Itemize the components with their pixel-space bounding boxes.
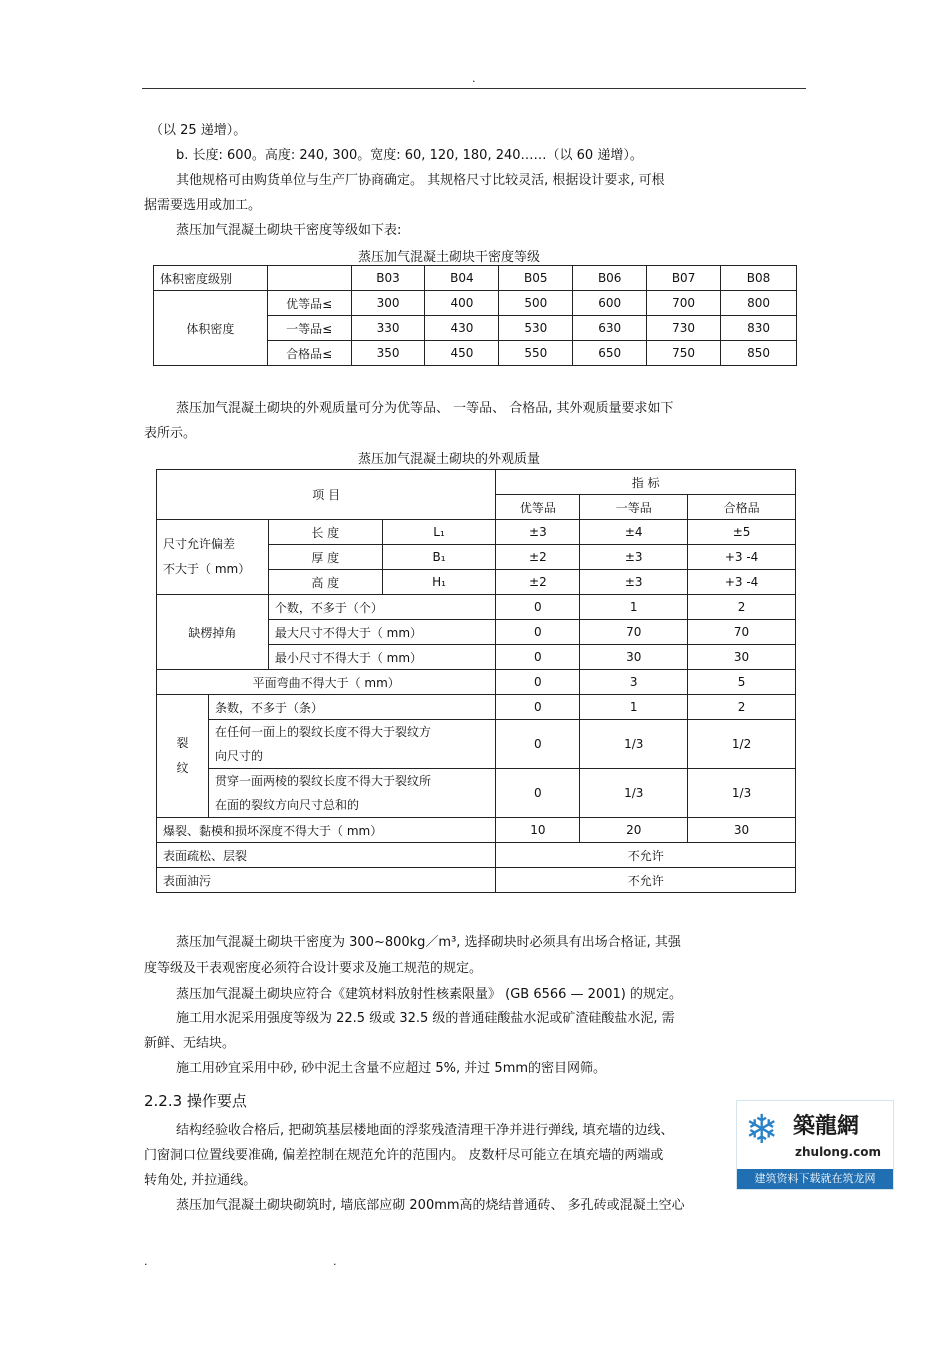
table1-group-label: 体积密度 [154, 291, 268, 366]
table1-grade: B08 [721, 266, 797, 291]
paragraph-9: 度等级及干表观密度必须符合设计要求及施工规范的规定。 [144, 961, 483, 976]
table2-cell: 1/3 [688, 769, 796, 818]
table2-cell: ±4 [580, 520, 688, 545]
crack-row-name [208, 720, 495, 769]
table2-cell: 70 [688, 620, 796, 645]
table2-cell: 1 [580, 595, 688, 620]
table1-cell: 700 [647, 291, 721, 316]
table2-item-header: 项 目 [157, 470, 496, 520]
table1-grade: B05 [499, 266, 573, 291]
paragraph-17: 蒸压加气混凝土砌块砌筑时, 墙底部应砌 200mm高的烧结普通砖、 多孔砖或混凝土空心 [176, 1198, 685, 1213]
corner-row-name: 最小尺寸不得大于（ mm） [268, 645, 496, 670]
table1-grade: B04 [425, 266, 499, 291]
paragraph-1: （以 25 递增）。 [150, 123, 247, 138]
paragraph-8: 蒸压加气混凝土砌块干密度为 300~800kg／m³, 选择砌块时必须具有出场合格证, 其强 [176, 935, 681, 950]
crack-row-name [208, 769, 495, 818]
size-group-label-line1: 尺寸允许偏差 [163, 537, 236, 551]
table2-grade-header: 一等品 [580, 495, 688, 520]
table1-head-blank [267, 266, 351, 291]
appearance-quality-table [156, 469, 796, 893]
table2-cell: 0 [496, 695, 580, 720]
burst-row-name: 爆裂、黏模和损坏深度不得大于（ mm） [157, 818, 496, 843]
table2-cell: 0 [496, 769, 580, 818]
paragraph-4: 据需要选用或加工。 [144, 198, 262, 213]
table1-cell: 400 [425, 291, 499, 316]
logo-slogan: 建筑资料下载就在筑龙网 [737, 1169, 893, 1189]
paragraph-12: 新鲜、无结块。 [144, 1036, 236, 1051]
corner-row-name: 个数，不多于（个） [268, 595, 496, 620]
crack-group-label-line2: 纹 [176, 761, 189, 775]
table2-cell: 70 [580, 620, 688, 645]
paragraph-6: 蒸压加气混凝土砌块的外观质量可分为优等品、 一等品、 合格品, 其外观质量要求如下 [176, 401, 674, 416]
table1-cell: 350 [351, 341, 425, 366]
table2-cell: +3 -4 [688, 570, 796, 595]
section-heading: 2.2.3 操作要点 [144, 1092, 247, 1110]
table2-index-header: 指 标 [496, 470, 796, 495]
paragraph-14: 结构经验收合格后, 把砌筑基层楼地面的浮浆残渣清理干净并进行弹线, 填充墙的边线、 [176, 1123, 674, 1138]
header-dot: . [472, 72, 476, 85]
table1-cell: 830 [721, 316, 797, 341]
table2-cell: 0 [496, 645, 580, 670]
table1-grade: B06 [573, 266, 647, 291]
table2-cell: 10 [496, 818, 580, 843]
table2-cell: 0 [496, 595, 580, 620]
zhulong-logo [736, 1100, 894, 1190]
table2-cell: 30 [688, 818, 796, 843]
table1-cell: 530 [499, 316, 573, 341]
crack-group-label [157, 695, 209, 818]
footer-dot: . [144, 1255, 148, 1268]
corner-group-label: 缺楞掉角 [157, 595, 269, 670]
size-row-name: 长 度 [268, 520, 382, 545]
table1-cell: 450 [425, 341, 499, 366]
table1-cell: 730 [647, 316, 721, 341]
table2-cell: +3 -4 [688, 545, 796, 570]
table2-grade-header: 合格品 [688, 495, 796, 520]
table2-cell: 30 [580, 645, 688, 670]
logo-name: 築龍網 [793, 1114, 860, 1139]
oil-row-name: 表面油污 [157, 868, 496, 893]
oil-row-value: 不允许 [496, 868, 796, 893]
crack-row-name: 条数，不多于（条） [208, 695, 495, 720]
paragraph-2: b. 长度: 600。高度: 240, 300。宽度: 60, 120, 180, 240……（以 60 递增）。 [176, 148, 643, 163]
table2-caption: 蒸压加气混凝土砌块的外观质量 [358, 452, 541, 467]
paragraph-5: 蒸压加气混凝土砌块干密度等级如下表: [176, 223, 402, 238]
size-row-name: 高 度 [268, 570, 382, 595]
table2-cell: 1/3 [580, 769, 688, 818]
size-row-symbol: H₁ [382, 570, 496, 595]
table2-cell: ±5 [688, 520, 796, 545]
table2-grade-header: 优等品 [496, 495, 580, 520]
table1-grade: B03 [351, 266, 425, 291]
table2-cell: 0 [496, 670, 580, 695]
table1-cell: 800 [721, 291, 797, 316]
size-group-label [157, 520, 269, 595]
table2-cell: 20 [580, 818, 688, 843]
table1-head-label: 体积密度级别 [154, 266, 268, 291]
table1-row-label: 一等品≤ [267, 316, 351, 341]
table1-row-label: 合格品≤ [267, 341, 351, 366]
crack-row-name-line1: 在任何一面上的裂纹长度不得大于裂纹方 [214, 725, 431, 739]
header-rule [142, 88, 806, 89]
table2-cell: 2 [688, 595, 796, 620]
table2-cell: ±2 [496, 570, 580, 595]
table2-cell: 1 [580, 695, 688, 720]
table2-cell: ±2 [496, 545, 580, 570]
table2-cell: 3 [580, 670, 688, 695]
crack-row-name-line2: 在面的裂纹方向尺寸总和的 [214, 798, 359, 812]
table1-grade: B07 [647, 266, 721, 291]
table1-cell: 630 [573, 316, 647, 341]
table2-cell: 1/2 [688, 720, 796, 769]
table2-cell: 2 [688, 695, 796, 720]
size-group-label-line2: 不大于（ mm） [163, 562, 251, 576]
table1-cell: 750 [647, 341, 721, 366]
table1-cell: 300 [351, 291, 425, 316]
table2-cell: 30 [688, 645, 796, 670]
paragraph-13: 施工用砂宜采用中砂, 砂中泥土含量不应超过 5%, 并过 5mm的密目网筛。 [176, 1061, 607, 1076]
table1-cell: 430 [425, 316, 499, 341]
table1-caption: 蒸压加气混凝土砌块干密度等级 [358, 250, 541, 265]
table1-cell: 650 [573, 341, 647, 366]
table2-cell: 0 [496, 620, 580, 645]
loose-row-name: 表面疏松、层裂 [157, 843, 496, 868]
table2-cell: 1/3 [580, 720, 688, 769]
table1-cell: 550 [499, 341, 573, 366]
size-row-symbol: B₁ [382, 545, 496, 570]
table2-cell: 5 [688, 670, 796, 695]
bend-row-name: 平面弯曲不得大于（ mm） [157, 670, 496, 695]
paragraph-16: 转角处, 并拉通线。 [144, 1173, 257, 1188]
size-row-symbol: L₁ [382, 520, 496, 545]
table1-cell: 500 [499, 291, 573, 316]
table1-cell: 600 [573, 291, 647, 316]
paragraph-15: 门窗洞口位置线要准确, 偏差控制在规范允许的范围内。 皮数杆尽可能立在填充墙的两端或 [144, 1148, 664, 1163]
loose-row-value: 不允许 [496, 843, 796, 868]
table2-cell: ±3 [496, 520, 580, 545]
table2-cell: 0 [496, 720, 580, 769]
table1-cell: 330 [351, 316, 425, 341]
snowflake-icon: ❄ [745, 1107, 779, 1153]
table1-cell: 850 [721, 341, 797, 366]
logo-url: zhulong.com [795, 1145, 881, 1159]
paragraph-3: 其他规格可由购货单位与生产厂协商确定。 其规格尺寸比较灵活, 根据设计要求, 可根 [176, 173, 665, 188]
table2-cell: ±3 [580, 570, 688, 595]
footer-dot: . [333, 1255, 337, 1268]
table1-row-label: 优等品≤ [267, 291, 351, 316]
crack-row-name-line2: 向尺寸的 [214, 749, 263, 763]
paragraph-10: 蒸压加气混凝土砌块应符合《建筑材料放射性核素限量》 (GB 6566 — 2001) 的规定。 [176, 987, 682, 1002]
paragraph-11: 施工用水泥采用强度等级为 22.5 级或 32.5 级的普通硅酸盐水泥或矿渣硅酸盐水泥, 需 [176, 1011, 675, 1026]
density-grade-table [153, 265, 797, 366]
size-row-name: 厚 度 [268, 545, 382, 570]
table2-cell: ±3 [580, 545, 688, 570]
corner-row-name: 最大尺寸不得大于（ mm） [268, 620, 496, 645]
crack-group-label-line1: 裂 [176, 736, 189, 750]
crack-row-name-line1: 贯穿一面两棱的裂纹长度不得大于裂纹所 [214, 774, 431, 788]
paragraph-7: 表所示。 [144, 426, 197, 441]
